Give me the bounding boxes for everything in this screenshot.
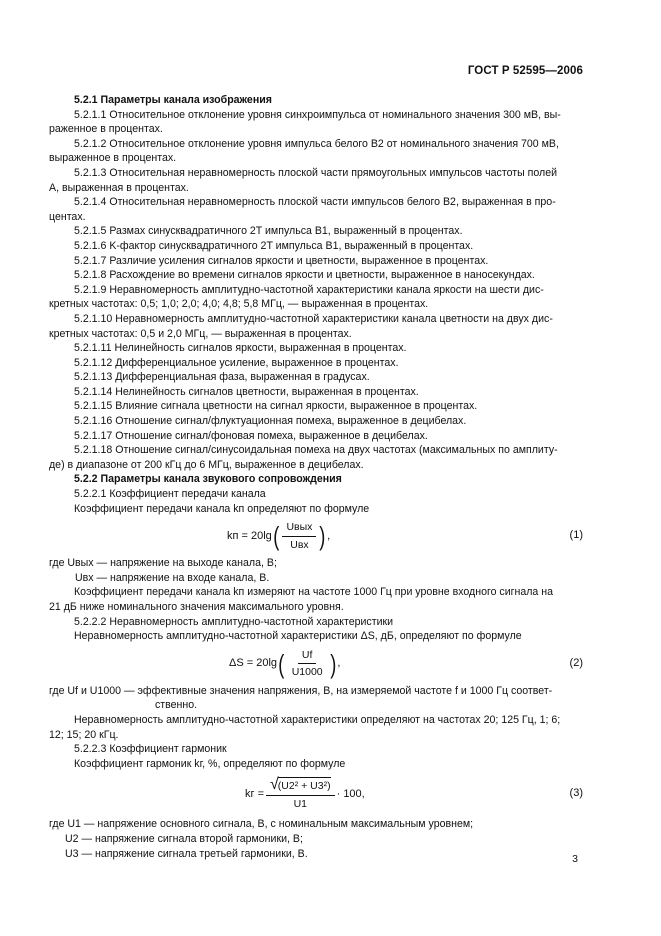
formula-1-intro: Коэффициент передачи канала kп определяют по формуле: [74, 502, 370, 515]
formula-1: kп = 20lg ( $\frac{\text{Uвых}}{\text{Uвх}}$ ) , (1): [227, 521, 583, 552]
para-5-2-1-4-a: 5.2.1.4 Относительная неравномерность плоской части импульсов белого B2, выраженная в про-: [74, 196, 556, 209]
para-5-2-1-8: 5.2.1.8 Расхождение во времени сигналов яркости и цветности, выраженное в наносекундах.: [74, 269, 535, 282]
formula-3-fraction: [266, 777, 335, 811]
para-5-2-1-10-a: 5.2.1.10 Неравномерность амплитудно-частотной характеристики канала цветности на двух дис-: [74, 312, 553, 325]
para-5-2-1-9-b: кретных частотах: 0,5; 1,0; 2,0; 4,0; 4,8; 5,8 МГц, — выраженная в процентах.: [49, 298, 429, 311]
para-5-2-1-6: 5.2.1.6 K-фактор синусквадратичного 2T импульса B1, выраженный в процентах.: [74, 239, 474, 252]
square-root: [270, 777, 331, 794]
para-5-2-1-10-b: кретных частотах: 0,5 и 2,0 МГц, — выраженная в процентах.: [49, 327, 352, 340]
para-5-2-1-7: 5.2.1.7 Различие усиления сигналов яркости и цветности, выраженное в процентах.: [74, 254, 489, 267]
section-5-2-2-title: 5.2.2 Параметры канала звукового сопровождения: [74, 473, 342, 486]
para-5-2-1-18-a: 5.2.1.18 Отношение сигнал/синусоидальная помеха на двух частотах (максимальных по амплиту-: [74, 444, 558, 457]
note-1-b: 21 дБ ниже номинального значения максимального уровня.: [49, 601, 344, 613]
para-5-2-1-2-b: выраженное в процентах.: [49, 152, 177, 165]
formula-3-tail: · 100,: [336, 788, 365, 801]
right-paren: ): [329, 648, 337, 679]
formula-3: [49, 771, 583, 817]
document-body: [49, 93, 583, 861]
where-2-a: где Uf и U1000 — эффективные значения напряжения, В, на измеряемой частоте f и 1000 Гц соответ-: [49, 684, 553, 697]
where-1-a: где Uвых — напряжение на выходе канала, В;: [49, 557, 277, 570]
para-5-2-1-12: 5.2.1.12 Дифференциальное усиление, выраженное в процентах.: [74, 356, 399, 369]
para-5-2-1-18-b: де) в диапазоне от 200 кГц до 6 МГц, выраженное в децибелах.: [49, 458, 364, 471]
para-5-2-1-14: 5.2.1.14 Нелинейность сигналов цветности, выраженная в процентах.: [74, 385, 419, 398]
para-5-2-1-17: 5.2.1.17 Отношение сигнал/фоновая помеха, выраженное в децибелах.: [74, 429, 428, 442]
formula-3-number: (3): [569, 787, 583, 800]
formula-2-fraction: [288, 648, 327, 680]
formula-2-number: (2): [569, 656, 583, 669]
formula-3-lhs: kг =: [245, 788, 264, 801]
para-5-2-1-11: 5.2.1.11 Нелинейность сигналов яркости, выраженная в процентах.: [74, 342, 407, 355]
right-paren: ): [319, 521, 326, 552]
left-paren: (: [278, 648, 285, 679]
heading-5-2-2-1: 5.2.2.1 Коэффициент передачи канала: [74, 488, 266, 501]
formula-2: ΔS = 20lg ( $\frac{Uf}{U1000}$ ) , (2): [229, 648, 583, 679]
where-3-b: U2 — напряжение сигнала второй гармоники, В;: [65, 832, 303, 845]
para-5-2-1-4-b: центах.: [49, 210, 86, 223]
para-5-2-1-13: 5.2.1.13 Дифференциальная фаза, выраженная в градусах.: [74, 371, 370, 384]
section-5-2-1-title: 5.2.1 Параметры канала изображения: [74, 94, 272, 106]
para-5-2-1-1-a: 5.2.1.1 Относительное отклонение уровня синхроимпульса от номинального значения 300 мВ, вы-: [74, 108, 561, 121]
heading-5-2-2-3: 5.2.2.3 Коэффициент гармоник: [74, 743, 227, 756]
where-3-a: где U1 — напряжение основного сигнала, В, с номинальным максимальным уровнем;: [49, 818, 474, 831]
para-5-2-1-16: 5.2.1.16 Отношение сигнал/флуктуационная помеха, выраженное в децибелах.: [74, 415, 467, 428]
para-5-2-1-5: 5.2.1.5 Размах синусквадратичного 2T импульса B1, выраженный в процентах.: [74, 225, 463, 238]
para-5-2-1-1-b: раженное в процентах.: [49, 123, 163, 136]
para-5-2-1-2-a: 5.2.1.2 Относительное отклонение уровня импульса белого B2 от номинального значения 700 мВ,: [74, 137, 559, 150]
radical-sign-icon: √: [270, 776, 279, 794]
formula-2-numerator: Uf: [298, 648, 317, 665]
formula-3-numerator: (U2² + U3²): [278, 777, 331, 794]
formula-2-denominator: U1000: [291, 666, 323, 679]
formula-1-numerator: Uвых: [282, 520, 316, 537]
para-5-2-1-15: 5.2.1.15 Влияние сигнала цветности на сигнал яркости, выраженное в процентах.: [74, 400, 478, 413]
where-1-b: Uвх — напряжение на входе канала, В.: [75, 571, 270, 584]
formula-3-denominator: U1: [293, 797, 308, 810]
formula-2-lhs: ΔS = 20lg: [229, 657, 278, 670]
note-2-a: Неравномерность амплитудно-частотной характеристики определяют на частотах 20; 125 Гц, 1; 6;: [74, 713, 561, 726]
formula-1-denominator: Uвх: [290, 538, 309, 551]
formula-3-intro: Коэффициент гармоник kг, %, определяют по формуле: [74, 757, 346, 770]
where-2-b: ственно.: [155, 699, 198, 712]
heading-5-2-2-2: 5.2.2.2 Неравномерность амплитудно-частотной характеристики: [74, 615, 394, 628]
note-1-a: Коэффициент передачи канала kп измеряют на частоте 1000 Гц при уровне входного сигнала на: [74, 586, 554, 599]
where-3-c: U3 — напряжение сигнала третьей гармоники, В.: [65, 847, 308, 860]
formula-2-intro: Неравномерность амплитудно-частотной характеристики ΔS, дБ, определяют по формуле: [74, 630, 522, 643]
formula-1-number: (1): [569, 529, 583, 542]
formula-1-lhs: kп = 20lg: [227, 529, 272, 542]
para-5-2-1-3-b: A, выраженная в процентах.: [49, 181, 189, 194]
page-number: 3: [572, 853, 578, 865]
note-2-b: 12; 15; 20 кГц.: [49, 728, 119, 741]
document-id: ГОСТ Р 52595—2006: [467, 65, 583, 77]
formula-1-fraction: [282, 520, 316, 552]
para-5-2-1-3-a: 5.2.1.3 Относительная неравномерность плоской части прямоугольных импульсов частоты полей: [74, 166, 558, 179]
left-paren: (: [273, 521, 280, 552]
para-5-2-1-9-a: 5.2.1.9 Неравномерность амплитудно-частотной характеристики канала яркости на шести дис-: [74, 283, 544, 296]
